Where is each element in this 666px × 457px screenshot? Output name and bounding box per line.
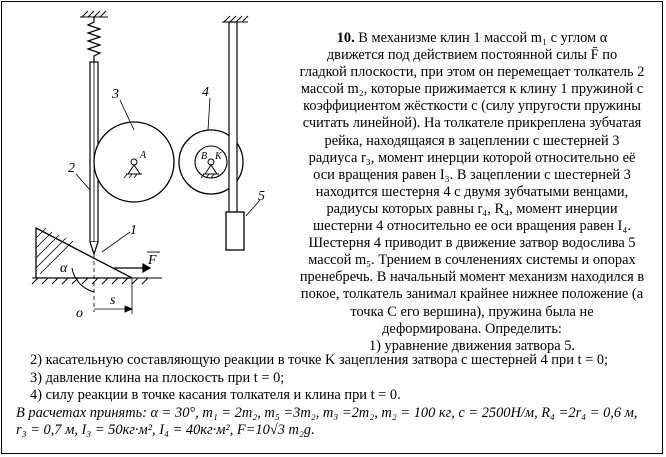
label-point-k: K	[215, 151, 222, 162]
problem-line: оси вращения равен I₃. В зацеплении с шестерней 3	[313, 166, 631, 183]
gate-5	[226, 212, 244, 250]
problem-line: пренебречь. В начальный момент механизм находился в	[299, 269, 645, 286]
problem-line: точка С его вершина), пружина была не	[350, 303, 594, 320]
problem-line: массой m₂, которые прижимается к клину 1 пружиной с	[300, 81, 644, 98]
ceiling-support-hatch	[80, 11, 108, 17]
problem-line: шестерни 4 относительно ее оси вращения равен I₄.	[313, 218, 631, 235]
problem-line: коэффициентом жёсткости c (силу упругости пружины	[303, 98, 641, 115]
wedge-1	[36, 228, 132, 278]
label-origin: o	[76, 306, 83, 321]
problem-line: движется под действием постоянной силы F̄ по	[326, 47, 618, 64]
label-alpha: α	[60, 261, 68, 276]
problem-line: Шестерня 4 приводит в движение затвор водослива 5	[308, 235, 636, 252]
label-point-a: A	[140, 150, 147, 161]
problem-number: 10.	[336, 30, 355, 46]
ground-plane	[32, 278, 162, 284]
label-gear4: 4	[202, 85, 209, 100]
problem-item-2: 2) касательную составляющую реакции в точке K зацепления затвора с шестерней 4 при t = 0;	[30, 352, 609, 368]
gear-3	[94, 122, 174, 202]
label-pusher: 2	[68, 161, 75, 176]
problem-item-4: 4) силу реакции в точке касания толкателя и клина при t = 0.	[30, 387, 401, 404]
problem-statement	[292, 30, 652, 355]
gate-rod	[229, 22, 237, 212]
problem-line: гладкой плоскости, при этом он перемещает толкатель 2	[299, 64, 645, 81]
problem-frame	[1, 1, 663, 454]
parameters-line-1: В расчетах принять: α = 30°, m₁ = 2m₂, m₅ =3m₂, m₃ =2m₂, m₂ = 100 кг, c = 2500Н/м, R₄ =2r₄ = 0,6 м,	[16, 404, 638, 421]
label-s: s	[110, 293, 116, 308]
label-point-b: B	[201, 151, 208, 162]
problem-item-1: 1) уравнение движения затвора 5.	[368, 337, 576, 354]
parameters-line-2: r₃ = 0,7 м, I₃ = 50кг·м², I₄ = 40кг·м², F=10√3 m₂g.	[16, 422, 315, 439]
problem-line: покое, толкатель занимал крайнее нижнее положение (а	[300, 286, 644, 303]
problem-line-1	[292, 30, 652, 47]
label-force: F	[148, 253, 157, 268]
mechanism-diagram	[2, 2, 302, 332]
problem-line: радиусы которых равны r₄, R₄, момент инерции	[326, 200, 618, 217]
problem-line: рейка, находящаяся в зацеплении с шестерней 3	[324, 132, 620, 149]
label-wedge: 1	[130, 223, 137, 238]
label-gear3: 3	[112, 87, 119, 102]
gate-support-hatch	[222, 16, 248, 22]
problem-line-text: В механизме клин 1 массой m₁ с углом α	[358, 30, 608, 46]
problem-line: массой m₅. Трением в сочленениях системы и опорах	[308, 252, 636, 269]
problem-line: радиуса r₃, момент инерции которой относительно её	[308, 149, 636, 166]
problem-line: считать линейной). На толкателе прикреплена зубчатая	[302, 115, 642, 132]
problem-item-3: 3) давление клина на плоскость при t = 0;	[30, 369, 285, 386]
spring	[88, 17, 100, 62]
problem-line: находится шестерня 4 с двумя зубчатыми венцами,	[315, 183, 629, 200]
problem-line: деформирована. Определить:	[382, 320, 562, 337]
label-gate: 5	[258, 189, 265, 204]
problem-items	[16, 352, 656, 440]
